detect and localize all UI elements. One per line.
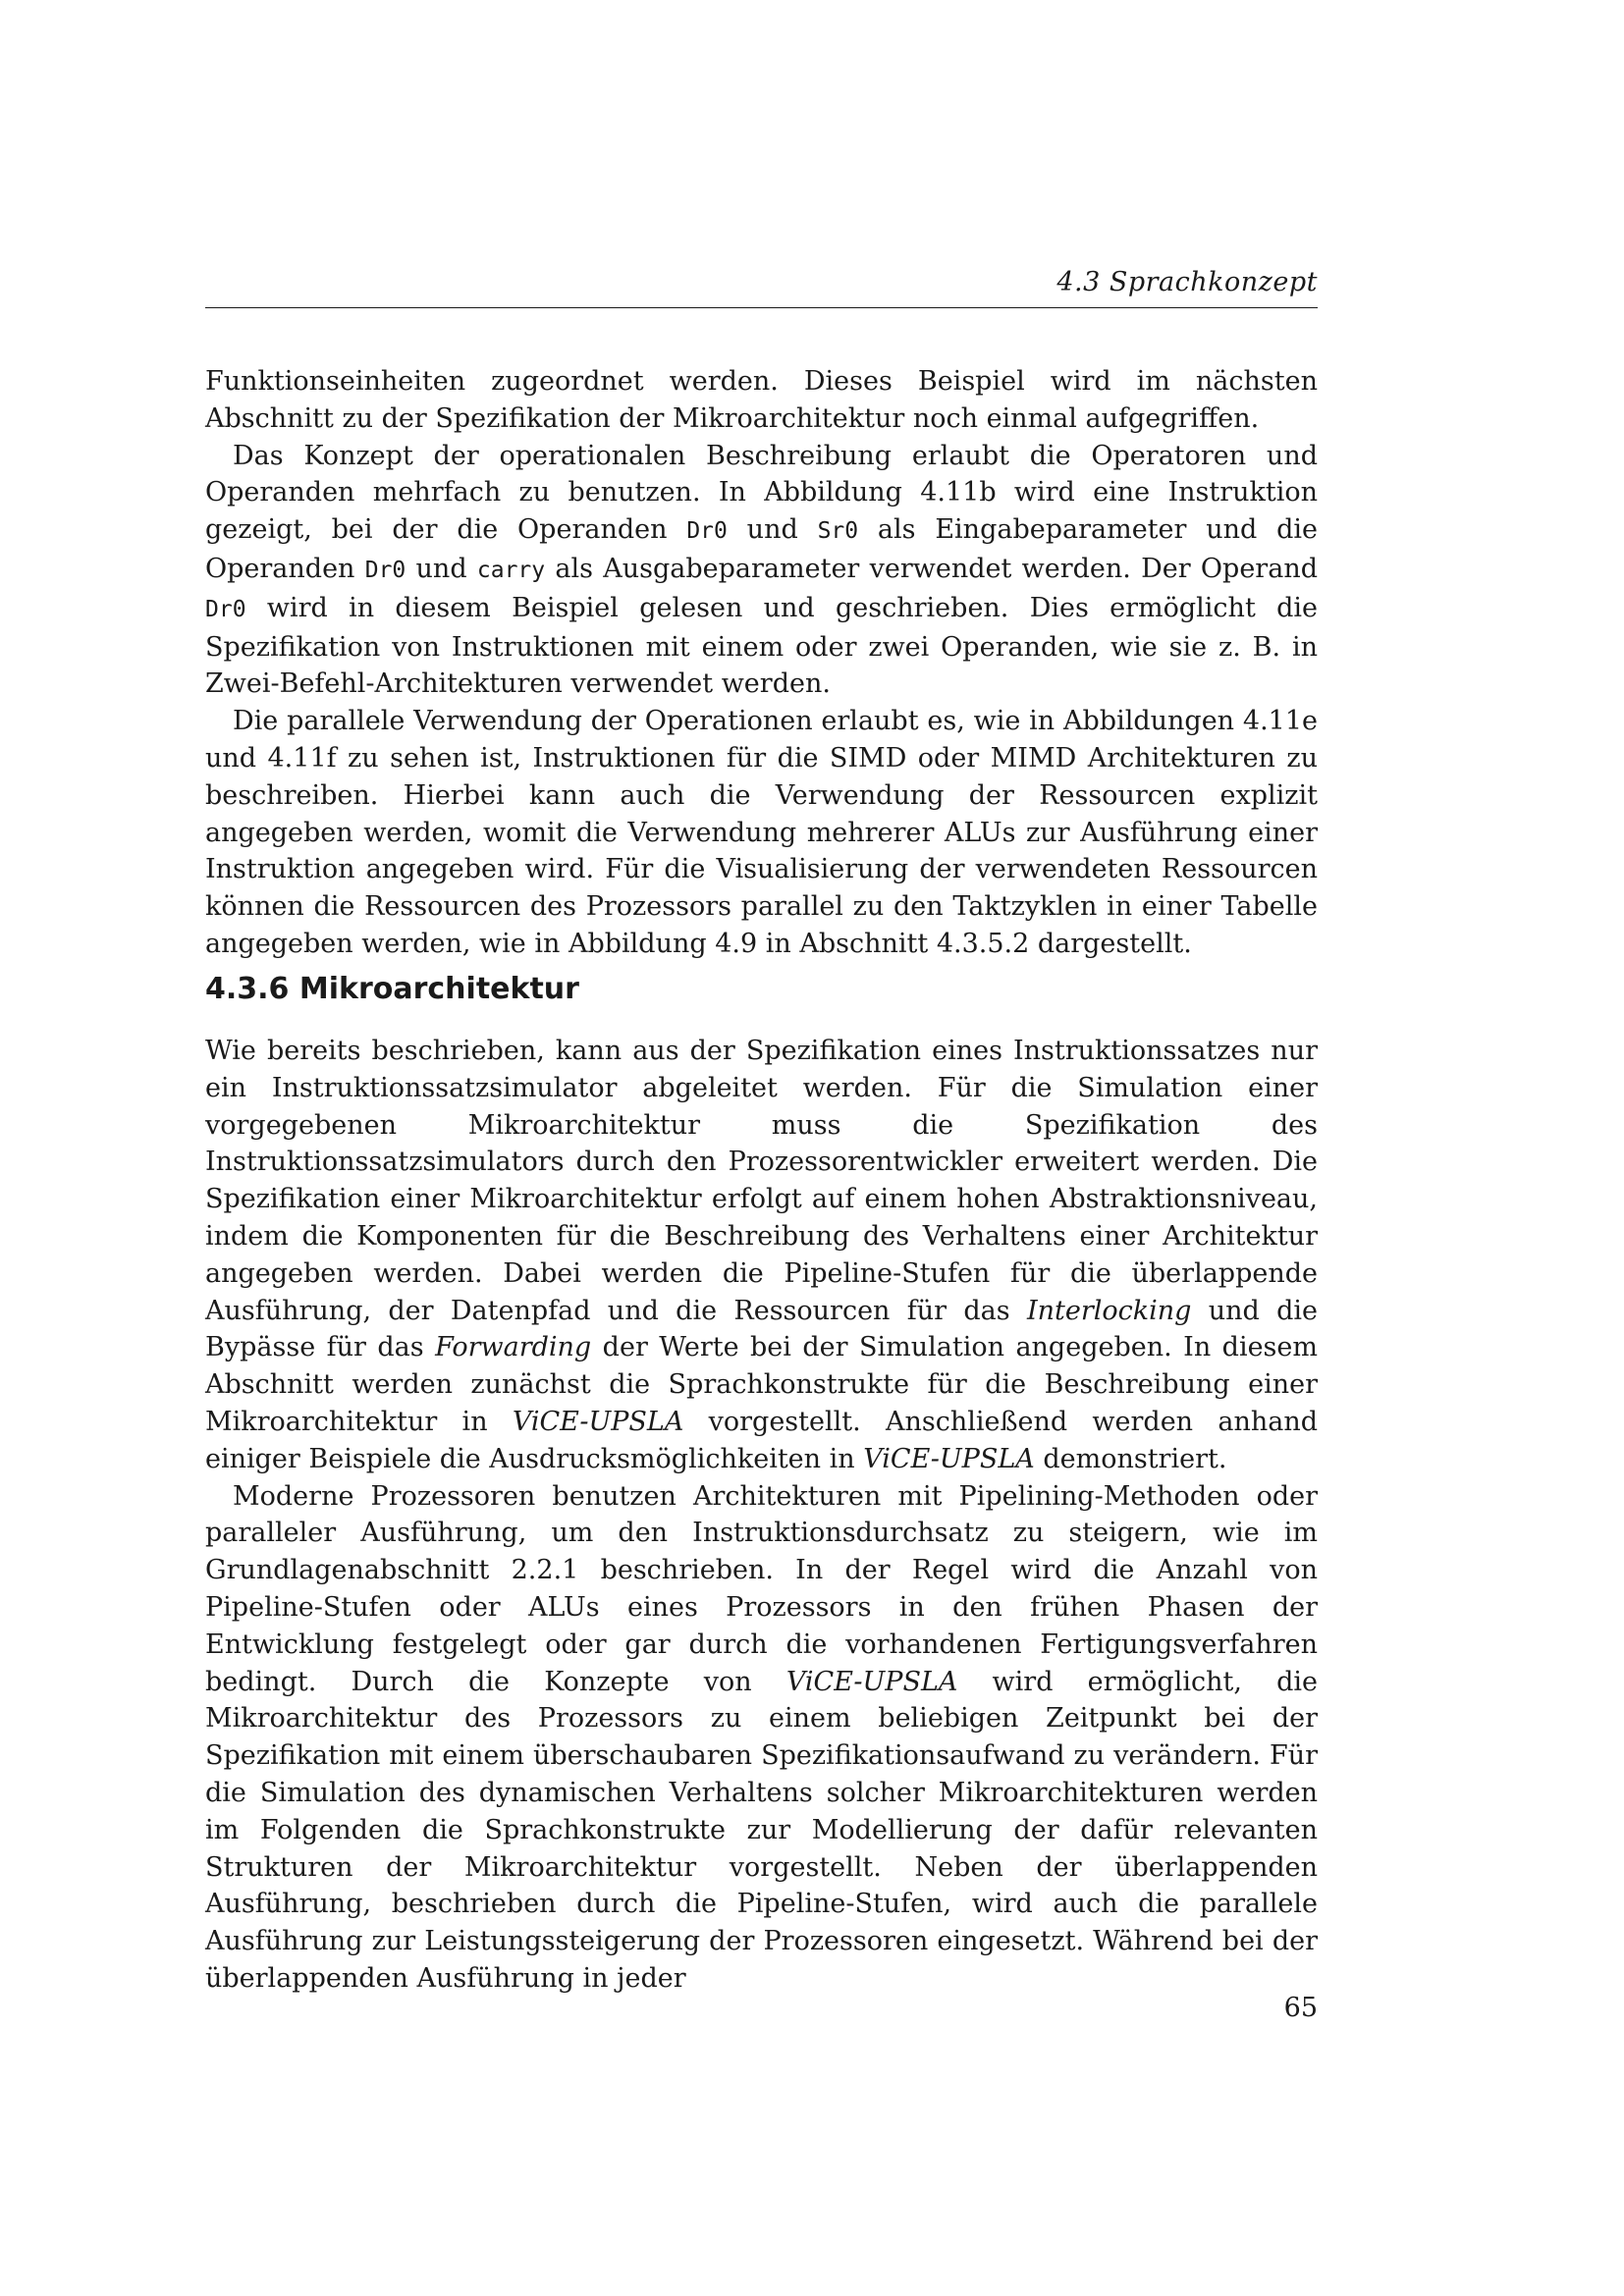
paragraph-3: Die parallele Verwendung der Operationen erlaubt es, wie in Abbildungen 4.11e und 4.11f zu sehen ist, Instruktionen für die SIMD oder MIMD Architekturen zu beschreiben. Hierbei kann auch die Verwendung der Ressourcen explizit angegeben werden, womit die Verwendung mehrerer ALUs zur Ausführung einer Instruktion angegeben wird. Für die Visualisierung der verwendeten Ressourcen können die Ressourcen des Prozessors parallel zu den Taktzyklen in einer Tabelle angegeben werden, wie in Abbildung 4.9 in Abschnitt 4.3.5.2 dargestellt.	[205, 706, 1318, 959]
code-operand: Dr0	[364, 557, 406, 583]
paragraph-2: Das Konzept der operationalen Beschreibung erlaubt die Operatoren und Operanden mehrfach zu benutzen. In Abbildung 4.11b wird eine Instruktion gezeigt, bei der die Operanden Dr0 und Sr0 als Eingabeparameter und die Operanden Dr0 und carry als Ausgabeparameter verwendet werden. Der Operand Dr0 wird in diesem Beispiel gelesen und geschrieben. Dies ermöglicht die Spezifikation von Instruktionen mit einem oder zwei Operanden, wie sie z. B. in Zwei-Befehl-Architekturen verwendet werden.	[205, 440, 1318, 700]
paragraph-1: Funktionseinheiten zugeordnet werden. Dieses Beispiel wird im nächsten Abschnitt zu der Spezifikation der Mikroarchitektur noch einmal aufgegriffen.	[205, 366, 1318, 434]
running-header: 4.3 Sprachkonzept	[1056, 267, 1318, 297]
emphasis: ViCE-UPSLA	[512, 1406, 684, 1437]
emphasis: ViCE-UPSLA	[863, 1443, 1035, 1474]
header-rule	[205, 307, 1318, 308]
body-text-bottom	[205, 1033, 1318, 1998]
paragraph-5: Moderne Prozessoren benutzen Architekturen mit Pipelining-Methoden oder paralleler Ausführung, um den Instruktionsdurchsatz zu steigern, wie im Grundlagenabschnitt 2.2.1 beschrieben. In der Regel wird die Anzahl von Pipeline-Stufen oder ALUs eines Prozessors in den frühen Phasen der Entwicklung festgelegt oder gar durch die vorhandenen Fertigungsverfahren bedingt. Durch die Konzepte von ViCE-UPSLA wird ermöglicht, die Mikroarchitektur des Prozessors zu einem beliebigen Zeitpunkt bei der Spezifikation mit einem überschaubaren Spezifikationsaufwand zu verändern. Für die Simulation des dynamischen Verhaltens solcher Mikroarchitekturen werden im Folgenden die Sprachkonstrukte zur Modellierung der dafür relevanten Strukturen der Mikroarchitektur vorgestellt. Neben der überlappenden Ausführung, beschrieben durch die Pipeline-Stufen, wird auch die parallele Ausführung zur Leistungssteigerung der Prozessoren eingesetzt. Während bei der überlappenden Ausführung in jeder	[205, 1480, 1319, 1994]
code-operand: Sr0	[817, 518, 859, 545]
paragraph-4: Wie bereits beschrieben, kann aus der Spezifikation eines Instruktionssatzes nur ein Instruktionssatzsimulator abgeleitet werden. Für die Simulation einer vorgegebenen Mikroarchitektur muss die Spezifikation des Instruktionssatzsimulators durch den Prozessorentwickler erweitert werden. Die Spezifikation einer Mikroarchitektur erfolgt auf einem hohen Abstraktionsniveau, indem die Komponenten für die Beschreibung des Verhaltens einer Architektur angegeben werden. Dabei werden die Pipeline-Stufen für die überlappende Ausführung, der Datenpfad und die Ressourcen für das Interlocking und die Bypässe für das Forwarding der Werte bei der Simulation angegeben. In diesem Abschnitt werden zunächst die Sprachkonstrukte für die Beschreibung einer Mikroarchitektur in ViCE-UPSLA vorgestellt. Anschließend werden anhand einiger Beispiele die Ausdrucksmöglichkeiten in ViCE-UPSLA demonstriert.	[205, 1036, 1319, 1474]
code-operand: Dr0	[205, 596, 246, 622]
code-operand: Dr0	[686, 518, 728, 545]
code-operand: carry	[476, 557, 546, 583]
emphasis: Forwarding	[435, 1332, 592, 1363]
page-number: 65	[1283, 1993, 1318, 2023]
section-heading: 4.3.6 Mikroarchitektur	[205, 972, 579, 1006]
emphasis: Interlocking	[1026, 1295, 1192, 1326]
body-text-top	[205, 363, 1318, 963]
emphasis: ViCE-UPSLA	[785, 1666, 958, 1697]
